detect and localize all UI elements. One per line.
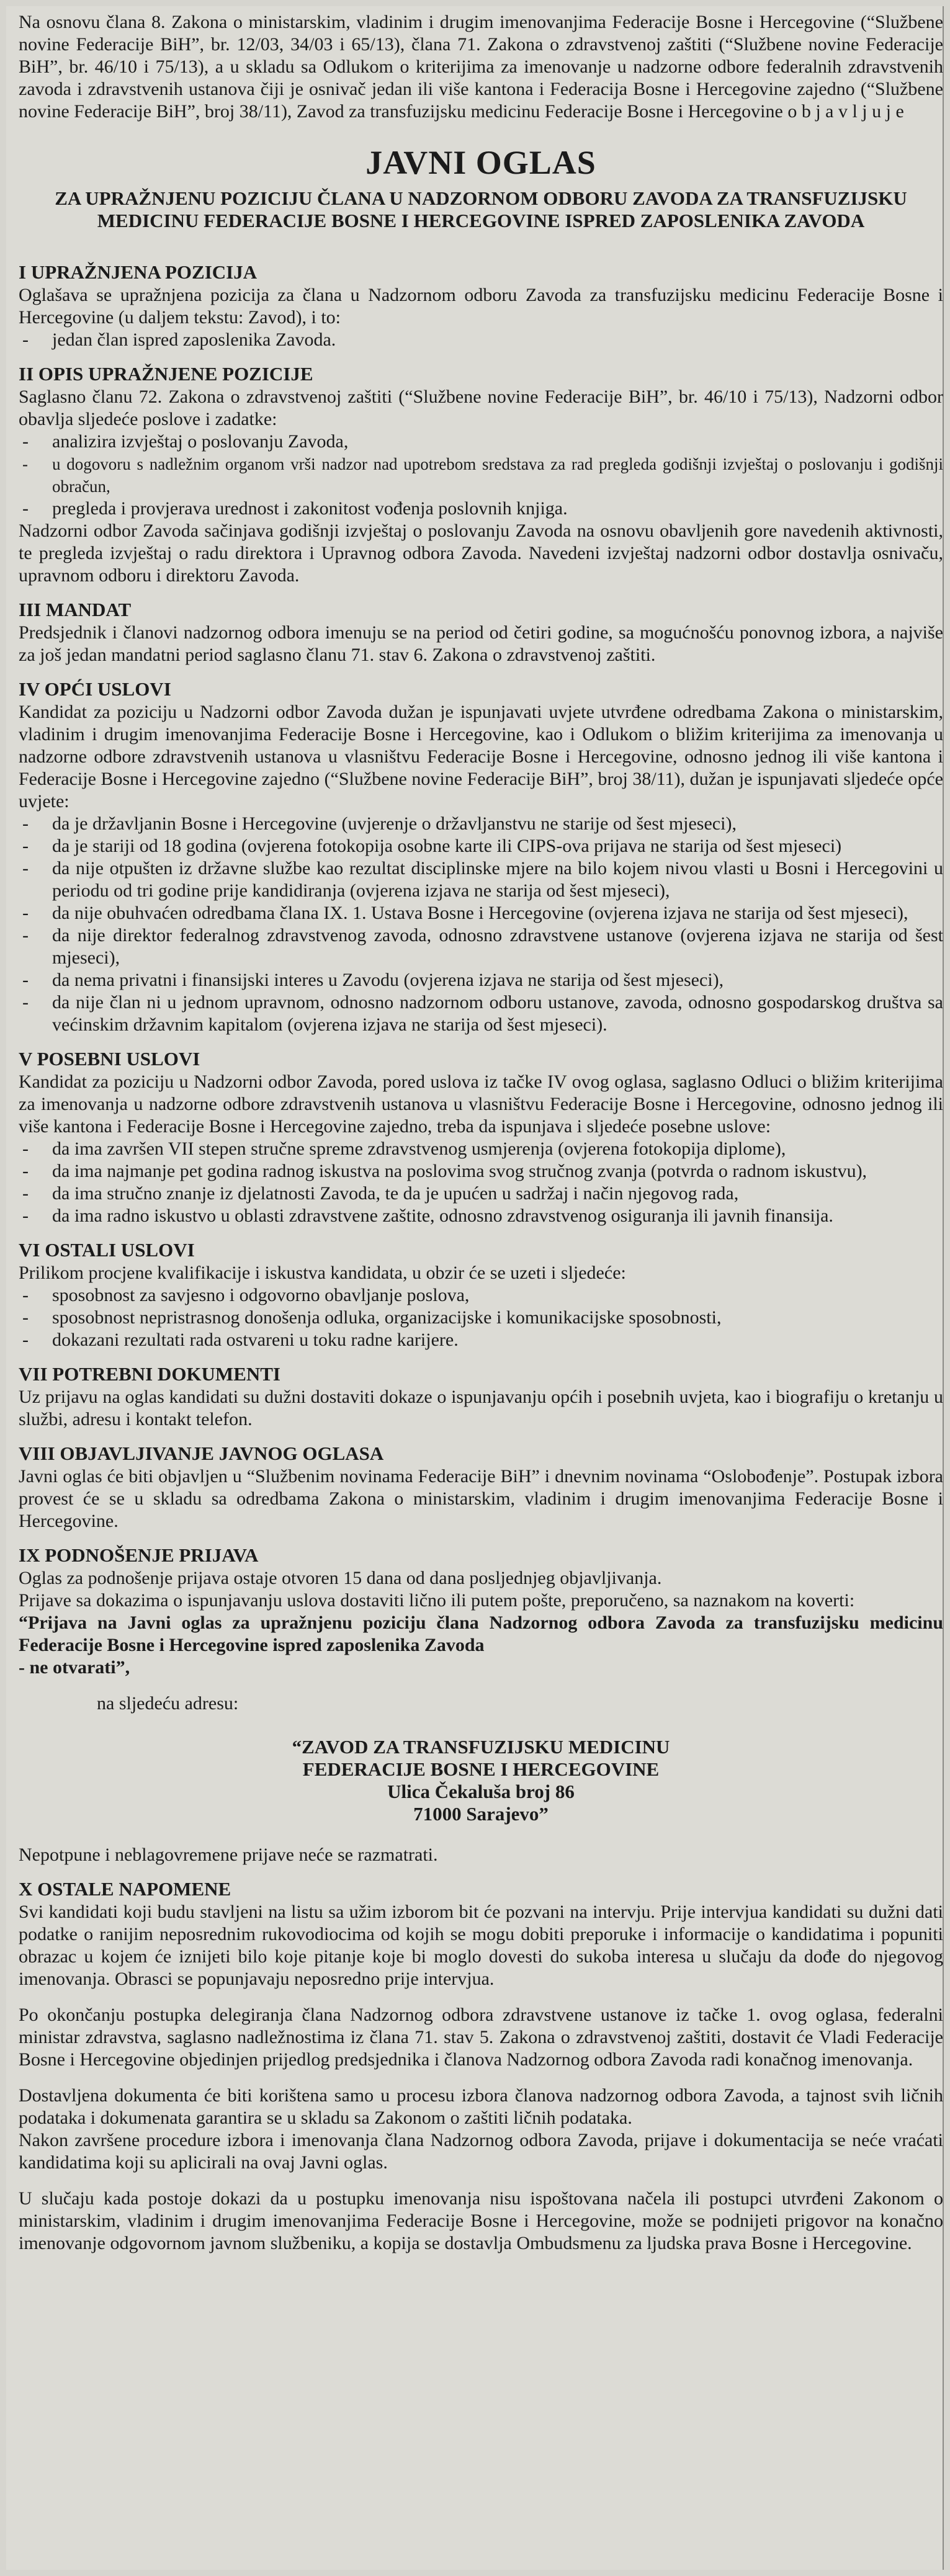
section-text: Dostavljena dokumenta će biti korištena samo u procesu izbora članova nadzornog odbora Zavoda, a tajnost svih ličnih podataka i dokumenata garantira se u skladu sa Zakonom o zaštiti ličnih podataka. bbox=[19, 2085, 943, 2128]
section-text: Kandidat za poziciju u Nadzorni odbor Zavoda dužan je ispunjavati uvjete utvrđene odredbama Zakona o ministarskim, vladinim i drugim imenovanjima Federacije Bosne i Hercegovine, kao i Odlukom o bližim kriterijima za imenovanja u nadzorne odbore zdravstvenih ustanova u vlasništvu Federacije Bosne i Hercegovine, odnosno jednog ili više kantona i Federacije Bosne i Hercegovine zajedno (“Službene novine Federacije BiH”, broj 38/11), dužan je ispunjavati sljedeće opće uvjete: bbox=[19, 702, 943, 812]
section-special-conditions bbox=[19, 1047, 943, 1227]
list-item: - pregleda i provjerava urednost i zakonitost vođenja poslovnih knjiga. bbox=[19, 498, 943, 520]
address-line: “ZAVOD ZA TRANSFUZIJSKU MEDICINU bbox=[292, 1736, 670, 1758]
section-text: Predsjednik i članovi nadzornog odbora imenuju se na period od četiri godine, sa mogućnošću ponovnog izbora, a najviše za još jedan mandatni period saglasno članu 71. stav 6. Zakona o zdravstvenoj zaštiti. bbox=[19, 622, 943, 665]
section-general-conditions bbox=[19, 678, 943, 1036]
list-item: - da je stariji od 18 godina (ovjerena fotokopija osobne karte ili CIPS-ova prijava ne starija od šest mjeseci) bbox=[19, 835, 943, 857]
section-applications bbox=[19, 1544, 943, 1866]
item-list bbox=[19, 1284, 943, 1351]
section-heading: VI OSTALI USLOVI bbox=[19, 1239, 195, 1261]
section-text: Svi kandidati koji budu stavljeni na listu sa užim izborom bit će pozvani na intervju. Prije intervjua kandidati su dužni dati podatke o ranijim neposrednim rukovodiocima od kojih se mogu dobiti preporuke i informacije o kandidatima i popuniti obrazac u kojem će iznijeti bilo koje pitanje koje bi moglo dovesti do sukoba interesa u slučaju da dođe do njegovog imenovanja. Obrasci se popunjavaju neposredno prije intervjua. bbox=[19, 1902, 943, 1989]
section-documents bbox=[19, 1362, 943, 1431]
section-text: Oglašava se upražnjena pozicija za člana u Nadzornom odboru Zavoda za transfuzijsku medicinu Federacije Bosne i Hercegovine (u daljem tekstu: Zavod), i to: bbox=[19, 285, 943, 328]
list-item: - analizira izvještaj o poslovanju Zavoda, bbox=[19, 431, 943, 453]
address-label: na sljedeću adresu: bbox=[97, 1693, 239, 1714]
item-list bbox=[19, 431, 943, 520]
section-notes bbox=[19, 1877, 943, 2255]
section-text: Nadzorni odbor Zavoda sačinjava godišnji izvještaj o poslovanju Zavoda na osnovu obavljenih gore navedenih aktivnosti, te pregleda izvještaj o radu direktora i Upravnog odbora Zavoda. Navedeni izvještaj nadzorni odbor dostavlja osnivaču, upravnom odboru i direktoru Zavoda. bbox=[19, 521, 943, 586]
address-line: FEDERACIJE BOSNE I HERCEGOVINE bbox=[302, 1758, 660, 1780]
section-heading: X OSTALE NAPOMENE bbox=[19, 1878, 231, 1900]
section-text: Javni oglas će biti objavljen u “Službenim novinama Federacije BiH” i dnevnim novinama “Oslobođenje”. Postupak izbora provest će se u skladu sa odredbama Zakona o ministarskim, vladinim i drugim imenovanjima Federacije Bosne i Hercegovine. bbox=[19, 1466, 943, 1531]
section-text: Prijave sa dokazima o ispunjavanju uslova dostaviti lično ili putem pošte, preporučeno, sa naznakom na koverti: bbox=[19, 1590, 855, 1611]
page-title: JAVNI OGLAS bbox=[365, 144, 596, 181]
section-text: Kandidat za poziciju u Nadzorni odbor Zavoda, pored uslova iz tačke IV ovog oglasa, saglasno Odluci o bližim kriterijima za imenovanja u nadzorne odbore zdravstvenih ustanova u vlasništvu Federacije Bosne i Hercegovine, odnosno jednog ili više kantona i Federacije Bosne i Hercegovine zajedno, treba da ispunjava i sljedeće posebne uslove: bbox=[19, 1071, 943, 1137]
announcement bbox=[19, 11, 943, 2266]
section-heading: VIII OBJAVLJIVANJE JAVNOG OGLASA bbox=[19, 1442, 384, 1464]
section-heading: V POSEBNI USLOVI bbox=[19, 1048, 200, 1070]
section-text: Nakon završene procedure izbora i imenovanja člana Nadzornog odbora Zavoda, prijave i dokumentacija se neće vraćati kandidatima koji su aplicirali na ovaj Javni oglas. bbox=[19, 2130, 943, 2173]
item-list bbox=[19, 813, 943, 1036]
envelope-note-end: - ne otvarati”, bbox=[19, 1657, 130, 1678]
list-item: - da je državljanin Bosne i Hercegovine (uvjerenje o državljanstvu ne starije od šest mjeseci), bbox=[19, 813, 943, 835]
section-text: Oglas za podnošenje prijava ostaje otvoren 15 dana od dana posljednjeg objavljivanja. bbox=[19, 1568, 662, 1588]
section-description bbox=[19, 362, 943, 587]
list-item: - sposobnost za savjesno i odgovorno obavljanje poslova, bbox=[19, 1284, 943, 1307]
list-item: - da nije obuhvaćen odredbama člana IX. 1. Ustava Bosne i Hercegovine (ovjerena izjava ne starija od šest mjeseci), bbox=[19, 902, 943, 924]
section-heading: IX PODNOŠENJE PRIJAVA bbox=[19, 1544, 259, 1566]
address-line: Ulica Čekaluša broj 86 bbox=[387, 1781, 575, 1802]
section-heading: III MANDAT bbox=[19, 599, 132, 620]
page-subtitle: ZA UPRAŽNJENU POZICIJU ČLANA U NADZORNOM ODBORU ZAVODA ZA TRANSFUZIJSKU MEDICINU FEDERACIJE BOSNE I HERCEGOVINE ISPRED ZAPOSLENIKA ZAVODA bbox=[55, 187, 907, 231]
list-item: - da ima najmanje pet godina radnog iskustva na poslovima svog stručnog zvanja (potvrda o radnom iskustvu), bbox=[19, 1160, 943, 1183]
section-publication bbox=[19, 1442, 943, 1532]
list-item: - da nema privatni i finansijski interes u Zavodu (ovjerena izjava ne starija od šest mjeseci), bbox=[19, 969, 943, 991]
list-item: - dokazani rezultati rada ostvareni u toku radne karijere. bbox=[19, 1329, 943, 1351]
postal-address bbox=[19, 1736, 943, 1825]
section-mandate bbox=[19, 598, 943, 666]
list-item: - da ima radno iskustvo u oblasti zdravstvene zaštite, odnosno zdravstvenog osiguranja ili javnih finansija. bbox=[19, 1205, 943, 1227]
section-heading: VII POTREBNI DOKUMENTI bbox=[19, 1363, 280, 1385]
section-heading: II OPIS UPRAŽNJENE POZICIJE bbox=[19, 363, 313, 385]
item-list bbox=[19, 329, 943, 351]
section-text: U slučaju kada postoje dokazi da u postupku imenovanja nisu ispoštovana načela ili postupci utvrđeni Zakonom o ministarskim, vladinim i drugim imenovanjima Federacije Bosne i Hercegovine, može se podnijeti prigovor na konačno imenovanje odgovornom javnom službeniku, a kopija se dostavlja Ombudsmenu za ljudska prava Bosne i Hercegovine. bbox=[19, 2188, 943, 2253]
intro-paragraph: Na osnovu člana 8. Zakona o ministarskim, vladinim i drugim imenovanjima Federacije Bosne i Hercegovine (“Službene novine Federacije BiH”, br. 12/03, 34/03 i 65/13), člana 71. Zakona o zdravstvenoj zaštiti (“Službene novine Federacije BiH”, br. 46/10 i 75/13), a u skladu sa Odlukom o kriterijima za imenovanje u nadzorne odbore federalnih zdravstvenih zavoda i zdravstvenih ustanova čiji je osnivač jedan ili više kantona i Federacija Bosne i Hercegovine zajedno (“Službene novine Federacije BiH”, broj 38/11), Zavod za transfuzijsku medicinu Federacije Bosne i Hercegovine o b j a v l j u j e bbox=[19, 12, 943, 122]
list-item: - sposobnost nepristrasnog donošenja odluka, organizacijske i komunikacijske sposobnosti, bbox=[19, 1307, 943, 1329]
list-item: - jedan član ispred zaposlenika Zavoda. bbox=[19, 329, 943, 351]
envelope-note: “Prijava na Javni oglas za upražnjenu poziciju člana Nadzornog odbora Zavoda za transfuzijsku medicinu Federacije Bosne i Hercegovine ispred zaposlenika Zavoda bbox=[19, 1612, 943, 1655]
section-text: Prilikom procjene kvalifikacije i iskustva kandidata, u obzir će se uzeti i sljedeće: bbox=[19, 1263, 626, 1283]
section-heading: I UPRAŽNJENA POZICIJA bbox=[19, 261, 258, 283]
section-text: Po okončanju postupka delegiranja člana Nadzornog odbora zdravstvene ustanove iz tačke 1. ovog oglasa, federalni ministar zdravstva, saglasno nadležnostima iz člana 71. stav 5. Zakona o zdravstvenoj zaštiti, dostavit će Vladi Federacije Bosne i Hercegovine objedinjen prijedlog predsjednika i članova Nadzornog odbora Zavoda radi konačnog imenovanja. bbox=[19, 2005, 943, 2070]
list-item: - da ima stručno znanje iz djelatnosti Zavoda, te da je upućen u sadržaj i način njegovog rada, bbox=[19, 1183, 943, 1205]
item-list bbox=[19, 1138, 943, 1227]
section-text: Saglasno članu 72. Zakona o zdravstvenoj zaštiti (“Službene novine Federacije BiH”, br. 46/10 i 75/13), Nadzorni odbor obavlja sljedeće poslove i zadatke: bbox=[19, 387, 943, 429]
section-text: Nepotpune i neblagovremene prijave neće se razmatrati. bbox=[19, 1845, 438, 1865]
section-vacancy bbox=[19, 261, 943, 351]
address-line: 71000 Sarajevo” bbox=[413, 1803, 549, 1825]
section-other-conditions bbox=[19, 1238, 943, 1351]
list-item: - da nije direktor federalnog zdravstvenog zavoda, odnosno zdravstvene ustanove (ovjerena izjava ne starija od šest mjeseci), bbox=[19, 924, 943, 969]
section-text: Uz prijavu na oglas kandidati su dužni dostaviti dokaze o ispunjavanju općih i posebnih uvjeta, kao i biografiju o kretanju u službi, adresu i kontakt telefon. bbox=[19, 1387, 943, 1429]
newspaper-page bbox=[6, 6, 944, 2570]
list-item: - da ima završen VII stepen stručne spreme zdravstvenog usmjerenja (ovjerena fotokopija diplome), bbox=[19, 1138, 943, 1160]
list-item: - u dogovoru s nadležnim organom vrši nadzor nad upotrebom sredstava za rad pregleda godišnji izvještaj o poslovanju i godišnji obračun, bbox=[19, 453, 943, 498]
list-item: - da nije otpušten iz državne službe kao rezultat disciplinske mjere na bilo kojem nivou vlasti u Bosni i Hercegovini u periodu od tri godine prije kandidiranja (ovjerena izjava ne starija od šest mjeseci), bbox=[19, 857, 943, 902]
section-heading: IV OPĆI USLOVI bbox=[19, 678, 171, 700]
list-item: - da nije član ni u jednom upravnom, odnosno nadzornom odboru ustanove, zavoda, odnosno gospodarskog društva sa većinskim državnim kapitalom (ovjerena izjava ne starija od šest mjeseci). bbox=[19, 991, 943, 1036]
